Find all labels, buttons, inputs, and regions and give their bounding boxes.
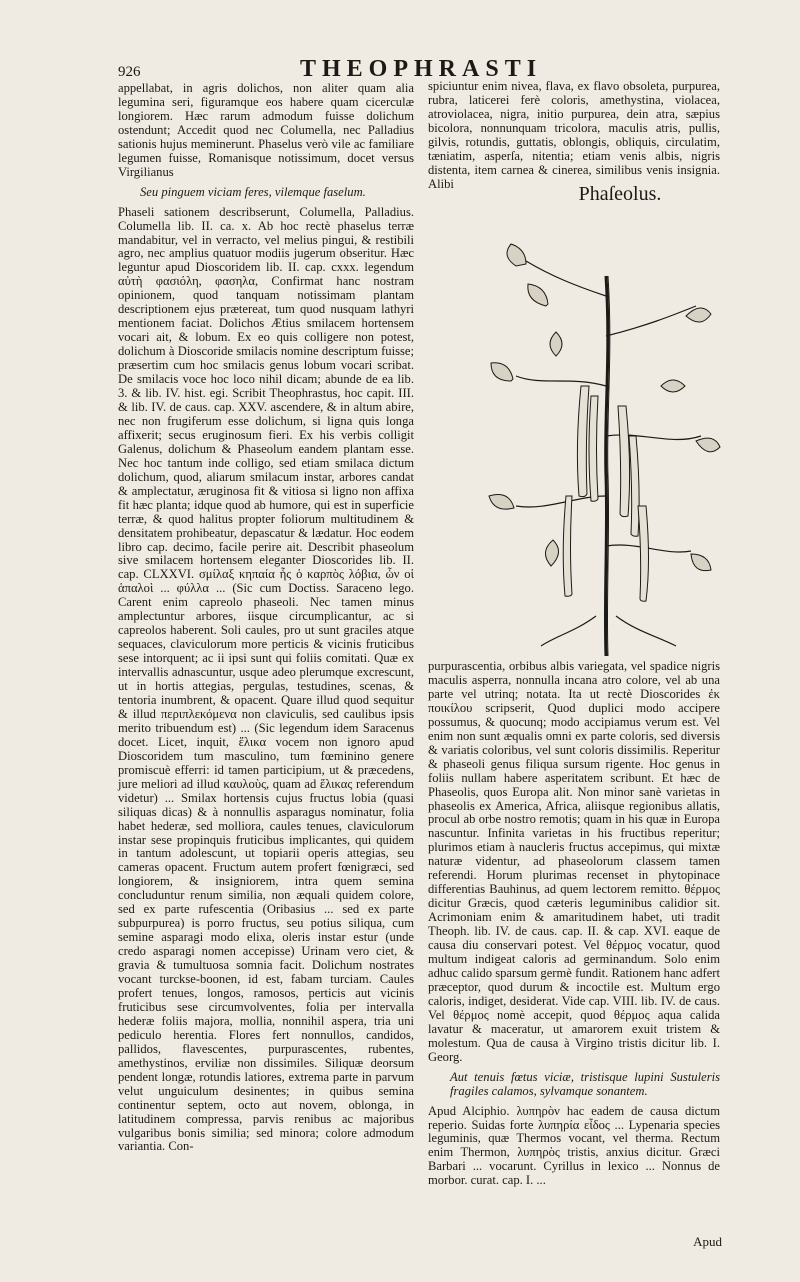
- left-column: [118, 82, 414, 1242]
- catchword: Apud: [693, 1234, 722, 1249]
- page-number: 926: [118, 64, 141, 80]
- right-top-paragraph: spiciuntur enim nivea, flava, ex flavo obsoleta, purpurea, rubra, laticerei ferè coloris, amethystina, violacea, atroviolacea, nigra, initio purpurea, dein atra, sæpius bicolora, nonnunquam tricolora, maculis atris, pullis, gilvis, rotundis, guttatis, oblongis, obliquis, circulatim, tæniatim, asperſa, nitentia; etiam venis albis, nigris distenta, item carnea & cinerea, similibus venis insignia. Alibi: [428, 79, 720, 191]
- right-column-bottom: [428, 660, 720, 1250]
- left-paragraph-2: Phaseli sationem describserunt, Columella, Palladius. Columella lib. II. ca. x. Ab hoc rectè phaselus terræ mandabitur, vel in verracto, vel melius pingui, & restibili agro, nec amplius quatuor modiis jugerum obseritur. Hæc leguntur apud Dioscoridem lib. II. cap. cxxx. legendum αὐτὴ φασιόλη, φασηλα, Confirmat hanc nostram opinionem, quod tanquam notissimam plantam descriptionem ejus prætereat, tum quod nusquam lathyri mentionem faciat. Dolichos Ætius smilacem hortensem vocari ait, & lobum. Ex eo quis colligere non potest, dolichum à Dioscoride smilacis nomine descriptum fuisse; præsertim cum hoc smilacis genus lobum vocari scribat. De smilacis voce hoc loco nihil dicam; abunde de ea lib. 3. & lib. IV. hist. egi. Scribit Theophrastus, hoc capit. III. & lib. IV. de caus. cap. XXV. ascendere, & in altum abire, nec non frugiferum esse dolichum, si ligna quis longa affixerit; secus eruginosum fieri. Ex his verbis colligit Galenus, dolichum & Phaseolum eandem plantam esse. Nec hoc tantum inde colligo, sed etiam smilaca dictum dolichum, quod, aliarum smilacum instar, arbores candat & amplectatur, æruginosa fit & vitiosa si ligno non affixa fit hæc planta; idque quod ab humore, qui est in superficie terræ, & quod halitus propter foliorum multitudinem & densitatem prohibeatur, depascatur & lædatur. Hoc eodem libro cap. decimo, facile perire ait. Describit phaseolum sive smilacem hortensem eleganter Dioscorides lib. II. cap. CLXXVI. σμίλαξ κηπαία ἧς ὁ καρπὸς λόβια, ὧν οἱ ἁπαλοὶ ... φύλλα ... (Sic cum Doctiss. Saraceno lego. Carent enim capreolo phaseoli. Nec tamen minus amplectuntur arbores, iisque circumplicantur, ac si capreolos haberent. Soli caules, pro ut sunt graciles atque sequaces, claviculorum more perticis & vicinis fruticibus sese intorquent; ac ii ipsi sunt qui foliis comitati. Quæ ex intervallis adnascuntur, usque adeo plerumque excrescunt, ut in hortis attegias, pergulas, testudines, scenas, & tentoria inumbrent, & opacent. Quare illud quod sequitur & illud περιπλεκόμενα non claviculis, sed caulibus ipsis merito tribuendum est) ... (Sic legendum idem Saracenus docet. Licet, inquit, ἕλικα vocem non ignoro apud Dioscoridem tum masculino, tum fœminino genere promiscuè efferri: id tamen participium, ut & præcedens, jure meliori ad illud καυλοὺς, quam ad ἕλικας referendum videtur) ... Smilax hortensis cujus fructus lobia (quasi siliquas dicas) & à nonnullis asparagus nominatur, folia habet hederæ, sed molliora, caules tenues, claviculorum instar sese propinquis fruticibus implicantes, qui quidem in tantum adolescunt, ut topiarii operis attegias, seu cameras opacent. Fructum autem profert fœnigræci, sed longiorem, & insigniorem, intra quem semina concluduntur renum similia, non æquali quidem colore, sed ex parte rufescentia (Oribasius ... sed ex parte subpurpurea) is porro fructus, seu potius siliqua, cum semine asparagi modo elixa, oleris instar estur (unde credo asparagi nomen accepisse) Urinam vero ciet, & gravia & tumultuosa somnia facit. Dolichum nostrates vocant turckse-boonen, id est, fabam turciam. Caules profert tenues, longos, ramosos, perticis aut vicinis fruticibus sese circumvolventes, folia per intervalla hederæ foliis majora, mollia, nonnihil aspera, tria uni pediculo herentia. Flores fert nonnullos, candidos, pallidos, flavescentes, purpurascentes, rubentes, amethystinos, erviliæ non dissimiles. Siliquæ deorsum pendent longæ, rotundis latiores, extrema parte in parvum velut unguiculum desinentes; in quibus semina continentur septem, octo aut novem, oblonga, in latitudinem compressa, parvis renibus ac majoribus vulgaribus bonis similia; sed minora; colore admodum variantia. Con-: [118, 204, 414, 1154]
- right-column-top: [428, 80, 720, 190]
- phaseolus-woodcut-illustration: [456, 236, 726, 656]
- right-paragraph-2: Apud Alciphio. λυπηρὸν hac eadem de causa dictum reperio. Suidas forte λυπηρία εἶδος ... Lypenaria species leguminis, quæ Thermos vocant, vel therma. Rectum enim Thermon, λυπηρὸς tristis, anxius dicitur. Græci Barbari ... vocarunt. Cyrillus in lexico ... Nonnus de morbor. curat. cap. I. ...: [428, 1103, 720, 1188]
- left-verse: Seu pinguem viciam feres, vilemque faselum.: [140, 184, 366, 199]
- right-paragraph-1: purpurascentia, orbibus albis variegata, vel spadice nigris maculis asperra, nonnulla incana atro colore, vel ab una parte vel utrinq; notata. Ita ut rectè Dioscorides ἐκ ποικίλου scripserit, Quod duplici modo accipere possumus, & quocunq; modo accipiamus verum est. Vel enim non sunt æqualis omni ex parte coloris, sed diversis & variatis coloribus, vel sunt coloris dissimilis. Reperitur & phaseoli genus filiqua sursum rigente. Hoc genus in foliis nullam habere asperitatem scribunt. Et hæc de Phaseolis, quos Europa alit. Non minor sanè varietas in phaseolis ex America, Africa, aliisque regionibus allatis, procul ab orbe nostro remotis; quam in his quæ in Europa nascuntur. Infinita varietas in his fructibus reperitur; plurimos etiam à naucleris fructus accepimus, qui mixtæ naturæ videntur, ad phaseolorum classem tamen referendi. Horum plurimas recenset in phytopinace differentias Bauhinus, ad quem lectorem remitto. θέρμος dicitur Græcis, quod cæteris leguminibus calidior sit. Acrimoniam enim & amaritudinem habet, uti tradit Theoph. lib. IV. de caus. cap. II. & cap. XVI. eaque de causa diu conservari potest. Vel θέρμος vocatur, quod multum indigeat caloris ad germinandum. Solo enim adhuc calido sparsum germè fundit. Rationem hanc adfert præceptor, quod durum & incoctile est. Multum ergo caloris, indiget, desiderat. Vide cap. VIII. lib. IV. de caus. Vel θέρμος nomè accepit, quod θέρμος aqua calida lavatur & maceratur, ut amarorem exuit tristem & molestum. Qua de causa à Virgino tristis dicitur lib. I. Georg.: [428, 659, 720, 1064]
- right-verse: Aut tenuis fœtus viciæ, tristisque lupini Sustuleris fragiles calamos, sylvamque sonantem.: [450, 1069, 720, 1098]
- left-paragraph-1: appellabat, in agris dolichos, non aliter quam alia legumina seri, figuramque eos habere quam cicerculæ longiorem. Hæc rarum admodum fuisse dolichum ostendunt; Accedit quod nec Columella, nec Palladius sationis hujus meminerunt. Phaselus verò vile ac familiare legumen fuisse, Romanisque notissimum, docet versus Virgilianus: [118, 81, 414, 179]
- running-title: THEOPHRASTI: [300, 56, 543, 82]
- figure-caption: Phaſeolus.: [578, 183, 662, 205]
